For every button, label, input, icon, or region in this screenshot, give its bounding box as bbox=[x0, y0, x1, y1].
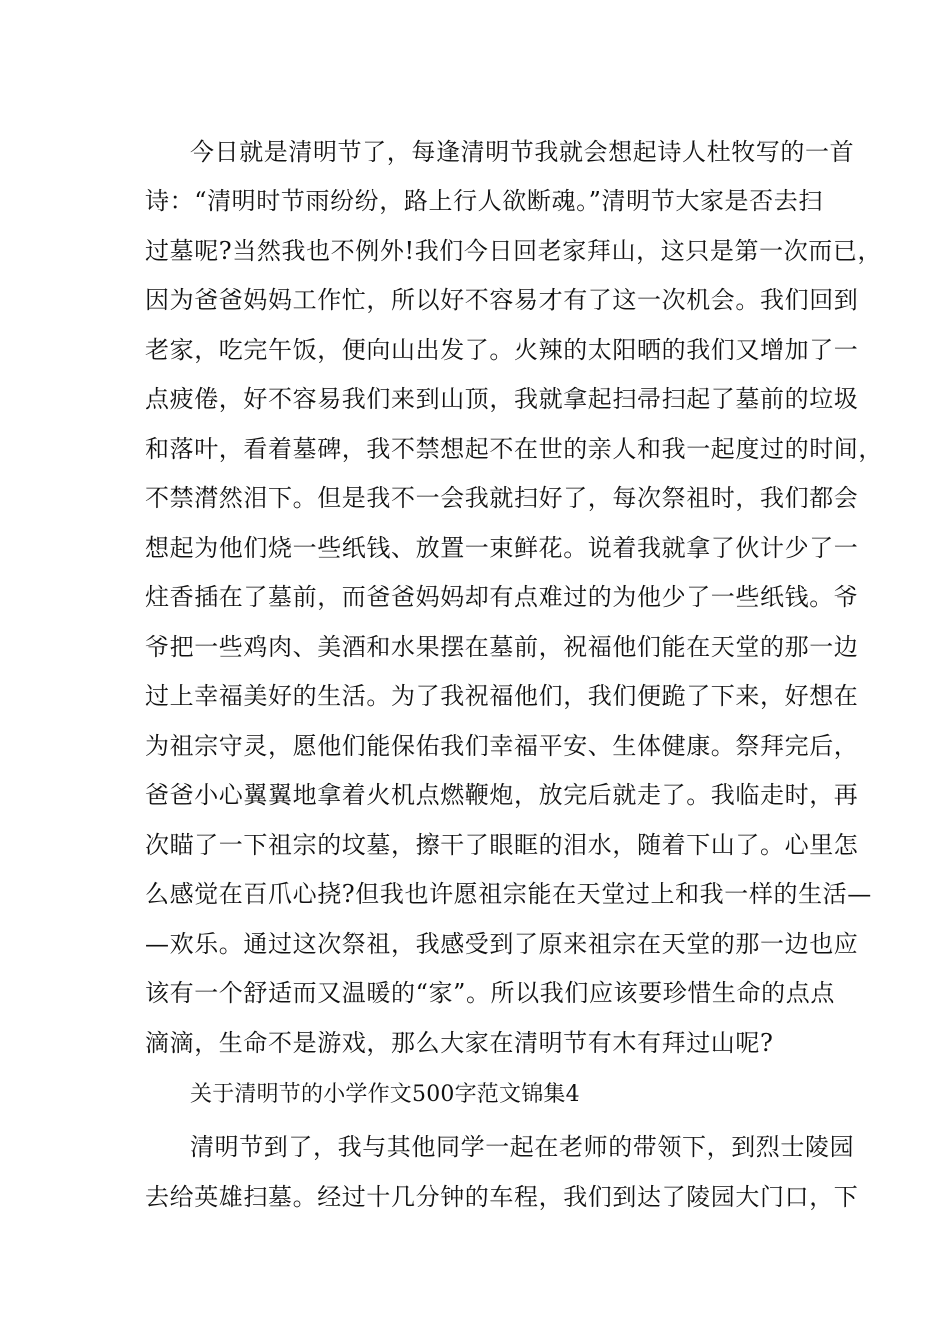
paragraph-1-line-8: 不禁潸然泪下。但是我不一会我就扫好了，每次祭祖时，我们都会 bbox=[145, 484, 859, 512]
paragraph-1-line-2: 诗：“清明时节雨纷纷，路上行人欲断魂。”清明节大家是否去扫 bbox=[145, 187, 823, 215]
paragraph-1-line-9: 想起为他们烧一些纸钱、放置一束鲜花。说着我就拿了伙计少了一 bbox=[145, 534, 859, 562]
paragraph-1-line-19: 滴滴，生命不是游戏，那么大家在清明节有木有拜过山呢? bbox=[145, 1029, 774, 1057]
paragraph-1-line-18: 该有一个舒适而又温暖的“家”。所以我们应该要珍惜生命的点点 bbox=[145, 979, 835, 1007]
paragraph-1-line-1: 今日就是清明节了，每逢清明节我就会想起诗人杜牧写的一首 bbox=[190, 138, 855, 166]
paragraph-1-line-15: 次瞄了一下祖宗的坟墓，擦干了眼眶的泪水，随着下山了。心里怎 bbox=[145, 831, 859, 859]
paragraph-2-line-2: 去给英雄扫墓。经过十几分钟的车程，我们到达了陵园大门口，下 bbox=[145, 1183, 859, 1211]
paragraph-1-line-12: 过上幸福美好的生活。为了我祝福他们，我们便跪了下来，好想在 bbox=[145, 682, 859, 710]
paragraph-1-line-3: 过墓呢?当然我也不例外!我们今日回老家拜山，这只是第一次而已， bbox=[145, 237, 883, 265]
paragraph-1-line-17: —欢乐。通过这次祭祖，我感受到了原来祖宗在天堂的那一边也应 bbox=[145, 930, 859, 958]
paragraph-1-line-16: 么感觉在百爪心挠?但我也许愿祖宗能在天堂过上和我一样的生活— bbox=[145, 880, 872, 908]
paragraph-2-line-1: 清明节到了，我与其他同学一起在老师的带领下，到烈士陵园 bbox=[190, 1133, 855, 1161]
paragraph-1-line-14: 爸爸小心翼翼地拿着火机点燃鞭炮，放完后就走了。我临走时，再 bbox=[145, 781, 859, 809]
paragraph-1-line-13: 为祖宗守灵，愿他们能保佑我们幸福平安、生体健康。祭拜完后， bbox=[145, 732, 859, 760]
paragraph-1-line-6: 点疲倦，好不容易我们来到山顶，我就拿起扫帚扫起了墓前的垃圾 bbox=[145, 385, 859, 413]
paragraph-1-line-4: 因为爸爸妈妈工作忙，所以好不容易才有了这一次机会。我们回到 bbox=[145, 286, 859, 314]
paragraph-1-line-10: 炷香插在了墓前，而爸爸妈妈却有点难过的为他少了一些纸钱。爷 bbox=[145, 583, 859, 611]
paragraph-1-line-11: 爷把一些鸡肉、美酒和水果摆在墓前，祝福他们能在天堂的那一边 bbox=[145, 633, 859, 661]
paragraph-1-line-5: 老家，吃完午饭，便向山出发了。火辣的太阳晒的我们又增加了一 bbox=[145, 336, 859, 364]
paragraph-1-line-7: 和落叶，看着墓碑，我不禁想起不在世的亲人和我一起度过的时间， bbox=[145, 435, 883, 463]
section-heading: 关于清明节的小学作文500字范文锦集4 bbox=[190, 1082, 580, 1107]
